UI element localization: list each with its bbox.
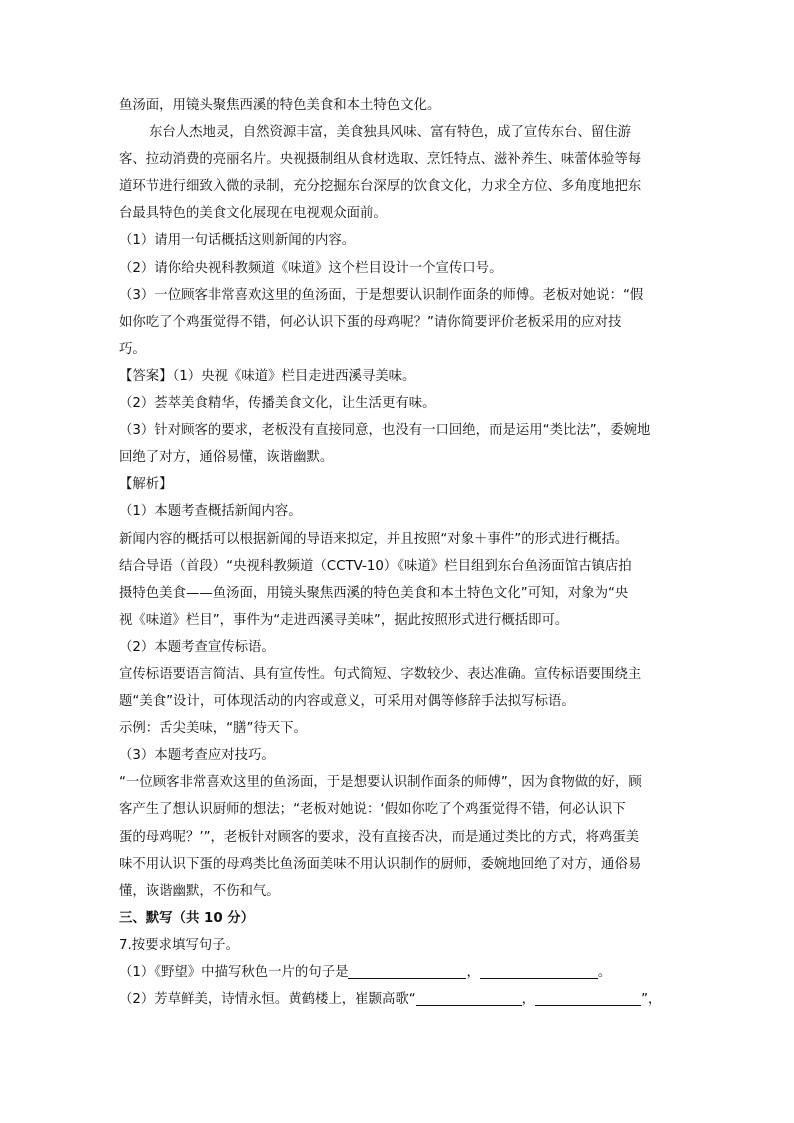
analysis-line: （1）本题考查概括新闻内容。 (119, 504, 302, 520)
answer-blank[interactable] (535, 991, 641, 1006)
punctuation: ”， (641, 992, 662, 1008)
question-line: 巧。 (119, 341, 146, 357)
answer-blank[interactable] (416, 991, 522, 1006)
analysis-line: （2）本题考查宣传标语。 (119, 639, 275, 655)
analysis-line: 结合导语（首段）“央视科教频道（CCTV-10）《味道》栏目组到东台鱼汤面馆古镇店拍 (119, 558, 632, 574)
analysis-line: 蛋的母鸡呢？’”，老板针对顾客的要求，没有直接否决，而是通过类比的方式，将鸡蛋美 (119, 829, 640, 845)
fill-question-2-text: （2）芳草鲜美，诗情永恒。黄鹤楼上，崔颢高歌“ (119, 992, 416, 1008)
analysis-line: 题“美食”设计，可体现活动的内容或意义，可采用对偶等修辞手法拟写标语。 (119, 694, 575, 710)
answer-line: 回绝了对方，通俗易懂，诙谐幽默。 (119, 450, 334, 466)
punctuation: ， (521, 992, 536, 1008)
punctuation: ， (466, 965, 480, 980)
analysis-line: 新闻内容的概括可以根据新闻的导语来拟定，并且按照“对象＋事件”的形式进行概括。 (119, 531, 629, 547)
question-line: 如你吃了个鸡蛋觉得不错，何必认识下蛋的母鸡呢？”请你简要评价老板采用的应对技 (119, 314, 622, 330)
document-page (119, 92, 685, 1013)
fill-question-2 (119, 986, 685, 1013)
question-title: 7.按要求填写句子。 (119, 937, 239, 953)
analysis-line: 摄特色美食——鱼汤面，用镜头聚焦西溪的特色美食和本土特色文化”可知，对象为“央 (119, 585, 629, 601)
analysis-line: 客产生了想认识厨师的想法；“老板对她说：‘假如你吃了个鸡蛋觉得不错，何必认识下 (119, 802, 626, 818)
analysis-line: 视《味道》栏目”，事件为“走进西溪寻美味”，据此按照形式进行概括即可。 (119, 612, 569, 628)
analysis-line: 味不用认识下蛋的母鸡类比鱼汤面美味不用认识制作的厨师，委婉地回绝了对方，通俗易 (119, 856, 642, 872)
passage-line: 东台人杰地灵，自然资源丰富，美食独具风味、富有特色，成了宣传东台、留住游 (149, 125, 632, 141)
analysis-line: 宣传标语要语言简洁、具有宣传性。句式简短、字数较少、表达准确。宣传标语要围绕主 (119, 666, 642, 682)
question-line: （1）请用一句话概括这则新闻的内容。 (119, 233, 356, 249)
fill-question-1 (119, 959, 685, 986)
answer-line: （2）荟萃美食精华，传播美食文化，让生活更有味。 (119, 396, 436, 412)
passage-line: 客、拉动消费的亮丽名片。央视摄制组从食材选取、烹饪特点、滋补养生、味蕾体验等每 (119, 152, 642, 168)
analysis-line: “一位顾客非常喜欢这里的鱼汤面，于是想要认识制作面条的师傅”，因为食物做的好，顾 (119, 775, 642, 791)
answer-line: 【答案】（1）央视《味道》栏目走进西溪寻美味。 (119, 368, 416, 384)
question-line: （3）一位顾客非常喜欢这里的鱼汤面，于是想要认识制作面条的师傅。老板对她说：“假 (119, 287, 644, 303)
analysis-line: （3）本题考查应对技巧。 (119, 748, 275, 764)
punctuation: 。 (597, 965, 612, 980)
passage-line: 道环节进行细致入微的录制，充分挖掘东台深厚的饮食文化，力求全方位、多角度地把东 (119, 179, 642, 195)
section-heading: 三、默写（共 10 分） (119, 910, 255, 926)
analysis-line: 示例：舌尖美味，“膳”待天下。 (119, 721, 307, 737)
analysis-heading: 【解析】 (119, 477, 173, 493)
answer-blank[interactable] (348, 964, 466, 979)
passage-line: 台最具特色的美食文化展现在电视观众面前。 (119, 206, 387, 222)
answer-line: （3）针对顾客的要求，老板没有直接同意，也没有一口回绝，而是运用“类比法”，委婉地 (119, 423, 651, 439)
answer-blank[interactable] (480, 964, 598, 979)
question-line: （2）请你给央视科教频道《味道》这个栏目设计一个宣传口号。 (119, 260, 503, 276)
analysis-line: 懂，诙谐幽默，不伤和气。 (119, 883, 280, 899)
fill-question-1-text: （1）《野望》中描写秋色一片的句子是 (119, 965, 349, 980)
passage-line: 鱼汤面，用镜头聚焦西溪的特色美食和本土特色文化。 (119, 98, 441, 113)
